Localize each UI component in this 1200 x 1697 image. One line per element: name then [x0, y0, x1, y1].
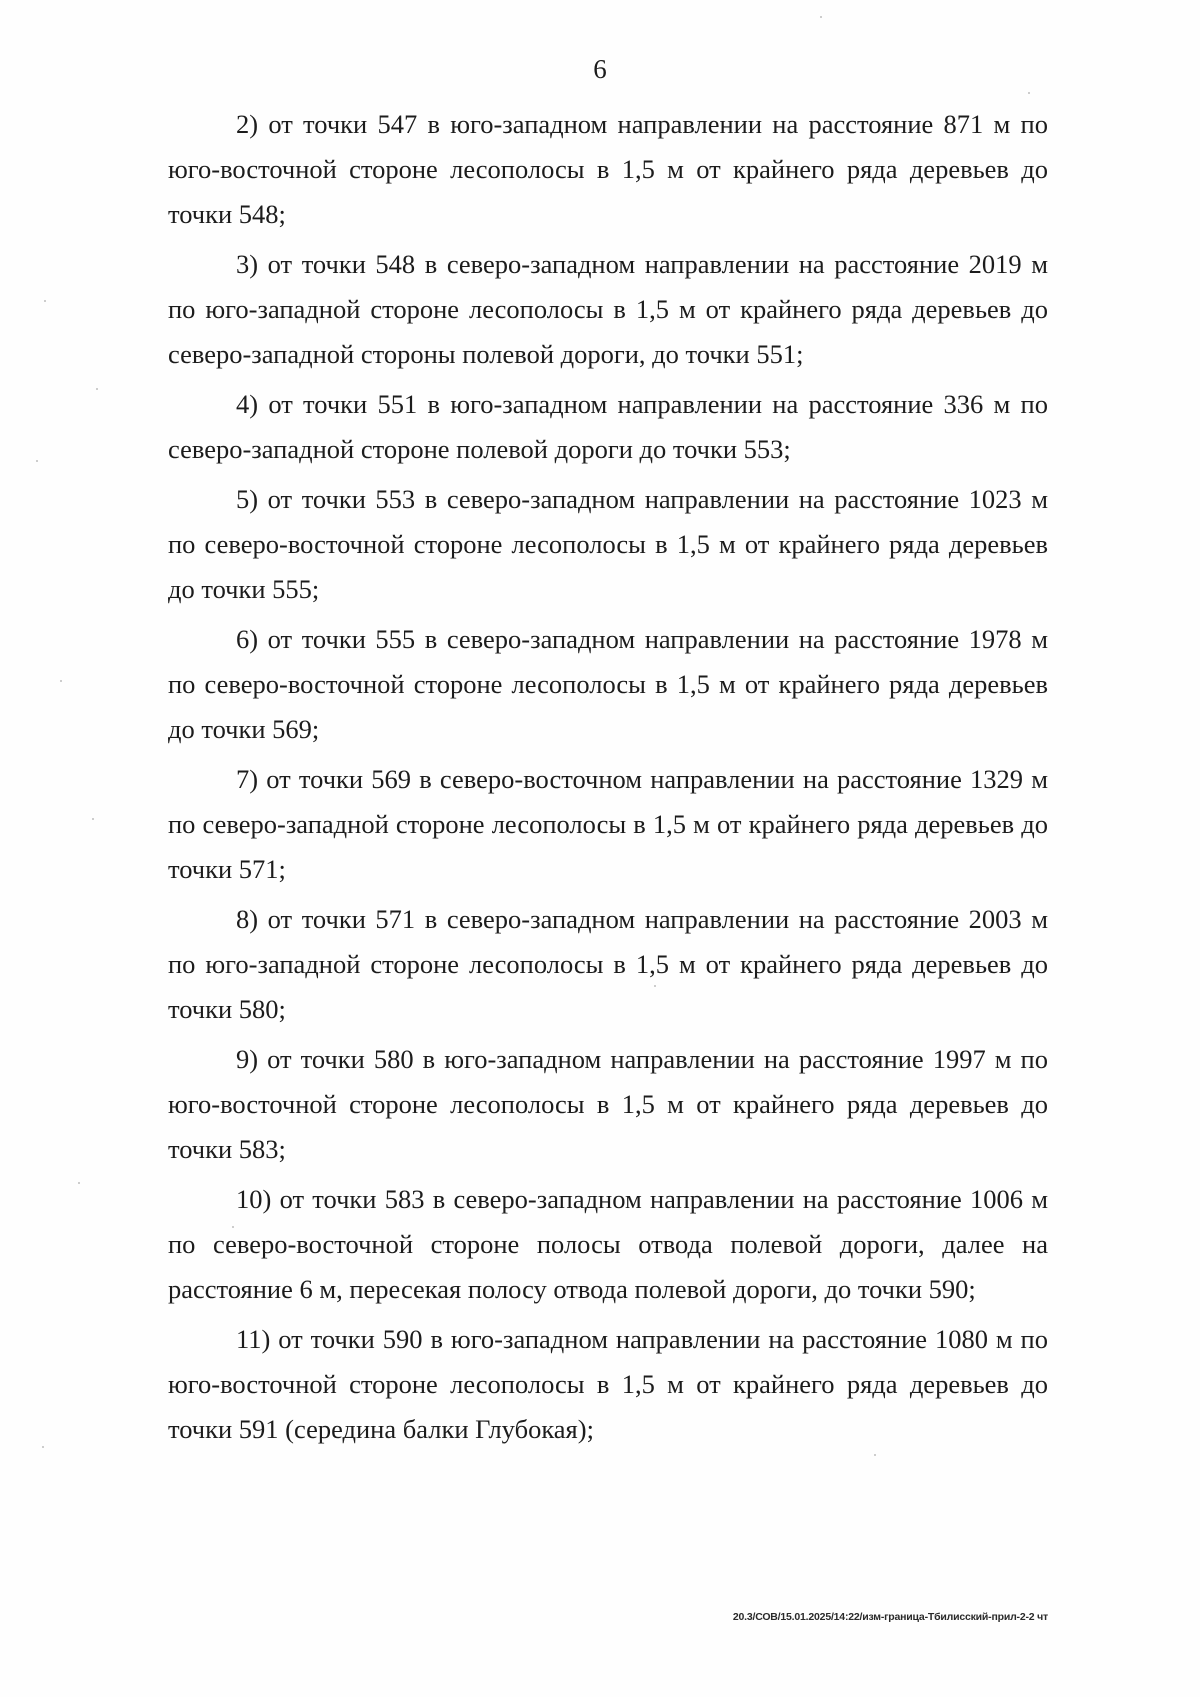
paragraph-item-9: 9) от точки 580 в юго-западном направлении на расстояние 1997 м по юго-восточной стороне лесополосы в 1,5 м от крайнего ряда деревьев до точки 583;: [168, 1044, 1048, 1164]
paragraph-item-5: 5) от точки 553 в северо-западном направлении на расстояние 1023 м по северо-восточной стороне лесополосы в 1,5 м от крайнего ряда деревьев до точки 555;: [168, 484, 1048, 604]
paragraph-item-2: 2) от точки 547 в юго-западном направлении на расстояние 871 м по юго-восточной стороне лесополосы в 1,5 м от крайнего ряда деревьев до точки 548;: [168, 109, 1048, 229]
paragraph-item-4: 4) от точки 551 в юго-западном направлении на расстояние 336 м по северо-западной стороне полевой дороги до точки 553;: [168, 389, 1048, 464]
paragraph-item-11: 11) от точки 590 в юго-западном направлении на расстояние 1080 м по юго-восточной стороне лесополосы в 1,5 м от крайнего ряда деревьев до точки 591 (середина балки Глубокая);: [168, 1324, 1048, 1444]
paragraph-item-7: 7) от точки 569 в северо-восточном направлении на расстояние 1329 м по северо-западной стороне лесополосы в 1,5 м от крайнего ряда деревьев до точки 571;: [168, 764, 1048, 884]
scan-speck: [96, 388, 98, 390]
page-number: 6: [593, 54, 607, 84]
scan-speck: [232, 1226, 234, 1228]
scan-speck: [60, 680, 62, 682]
paragraph-item-6: 6) от точки 555 в северо-западном направлении на расстояние 1978 м по северо-восточной стороне лесополосы в 1,5 м от крайнего ряда деревьев до точки 569;: [168, 624, 1048, 744]
scan-speck: [44, 300, 46, 302]
paragraph-item-10: 10) от точки 583 в северо-западном направлении на расстояние 1006 м по северо-восточной стороне полосы отвода полевой дороги, далее на расстояние 6 м, пересекая полосу отвода полевой дороги, до точки 590;: [168, 1184, 1048, 1304]
document-body: [168, 102, 1048, 1457]
scan-speck: [820, 16, 822, 18]
scan-speck: [874, 1454, 876, 1456]
paragraph-item-3: 3) от точки 548 в северо-западном направлении на расстояние 2019 м по юго-западной стороне лесополосы в 1,5 м от крайнего ряда деревьев до северо-западной стороны полевой дороги, до точки 551;: [168, 249, 1048, 369]
scan-speck: [92, 818, 94, 820]
scan-speck: [1028, 92, 1030, 94]
scan-speck: [36, 460, 38, 462]
scan-speck: [654, 985, 656, 987]
document-footer-code: 20.3/СОВ/15.01.2025/14:22/изм-граница-Тбилисский-прил-2-2 чт: [732, 1611, 1048, 1623]
scan-speck: [78, 1182, 80, 1184]
scan-speck: [42, 1446, 44, 1448]
paragraph-item-8: 8) от точки 571 в северо-западном направлении на расстояние 2003 м по юго-западной стороне лесополосы в 1,5 м от крайнего ряда деревьев до точки 580;: [168, 904, 1048, 1024]
